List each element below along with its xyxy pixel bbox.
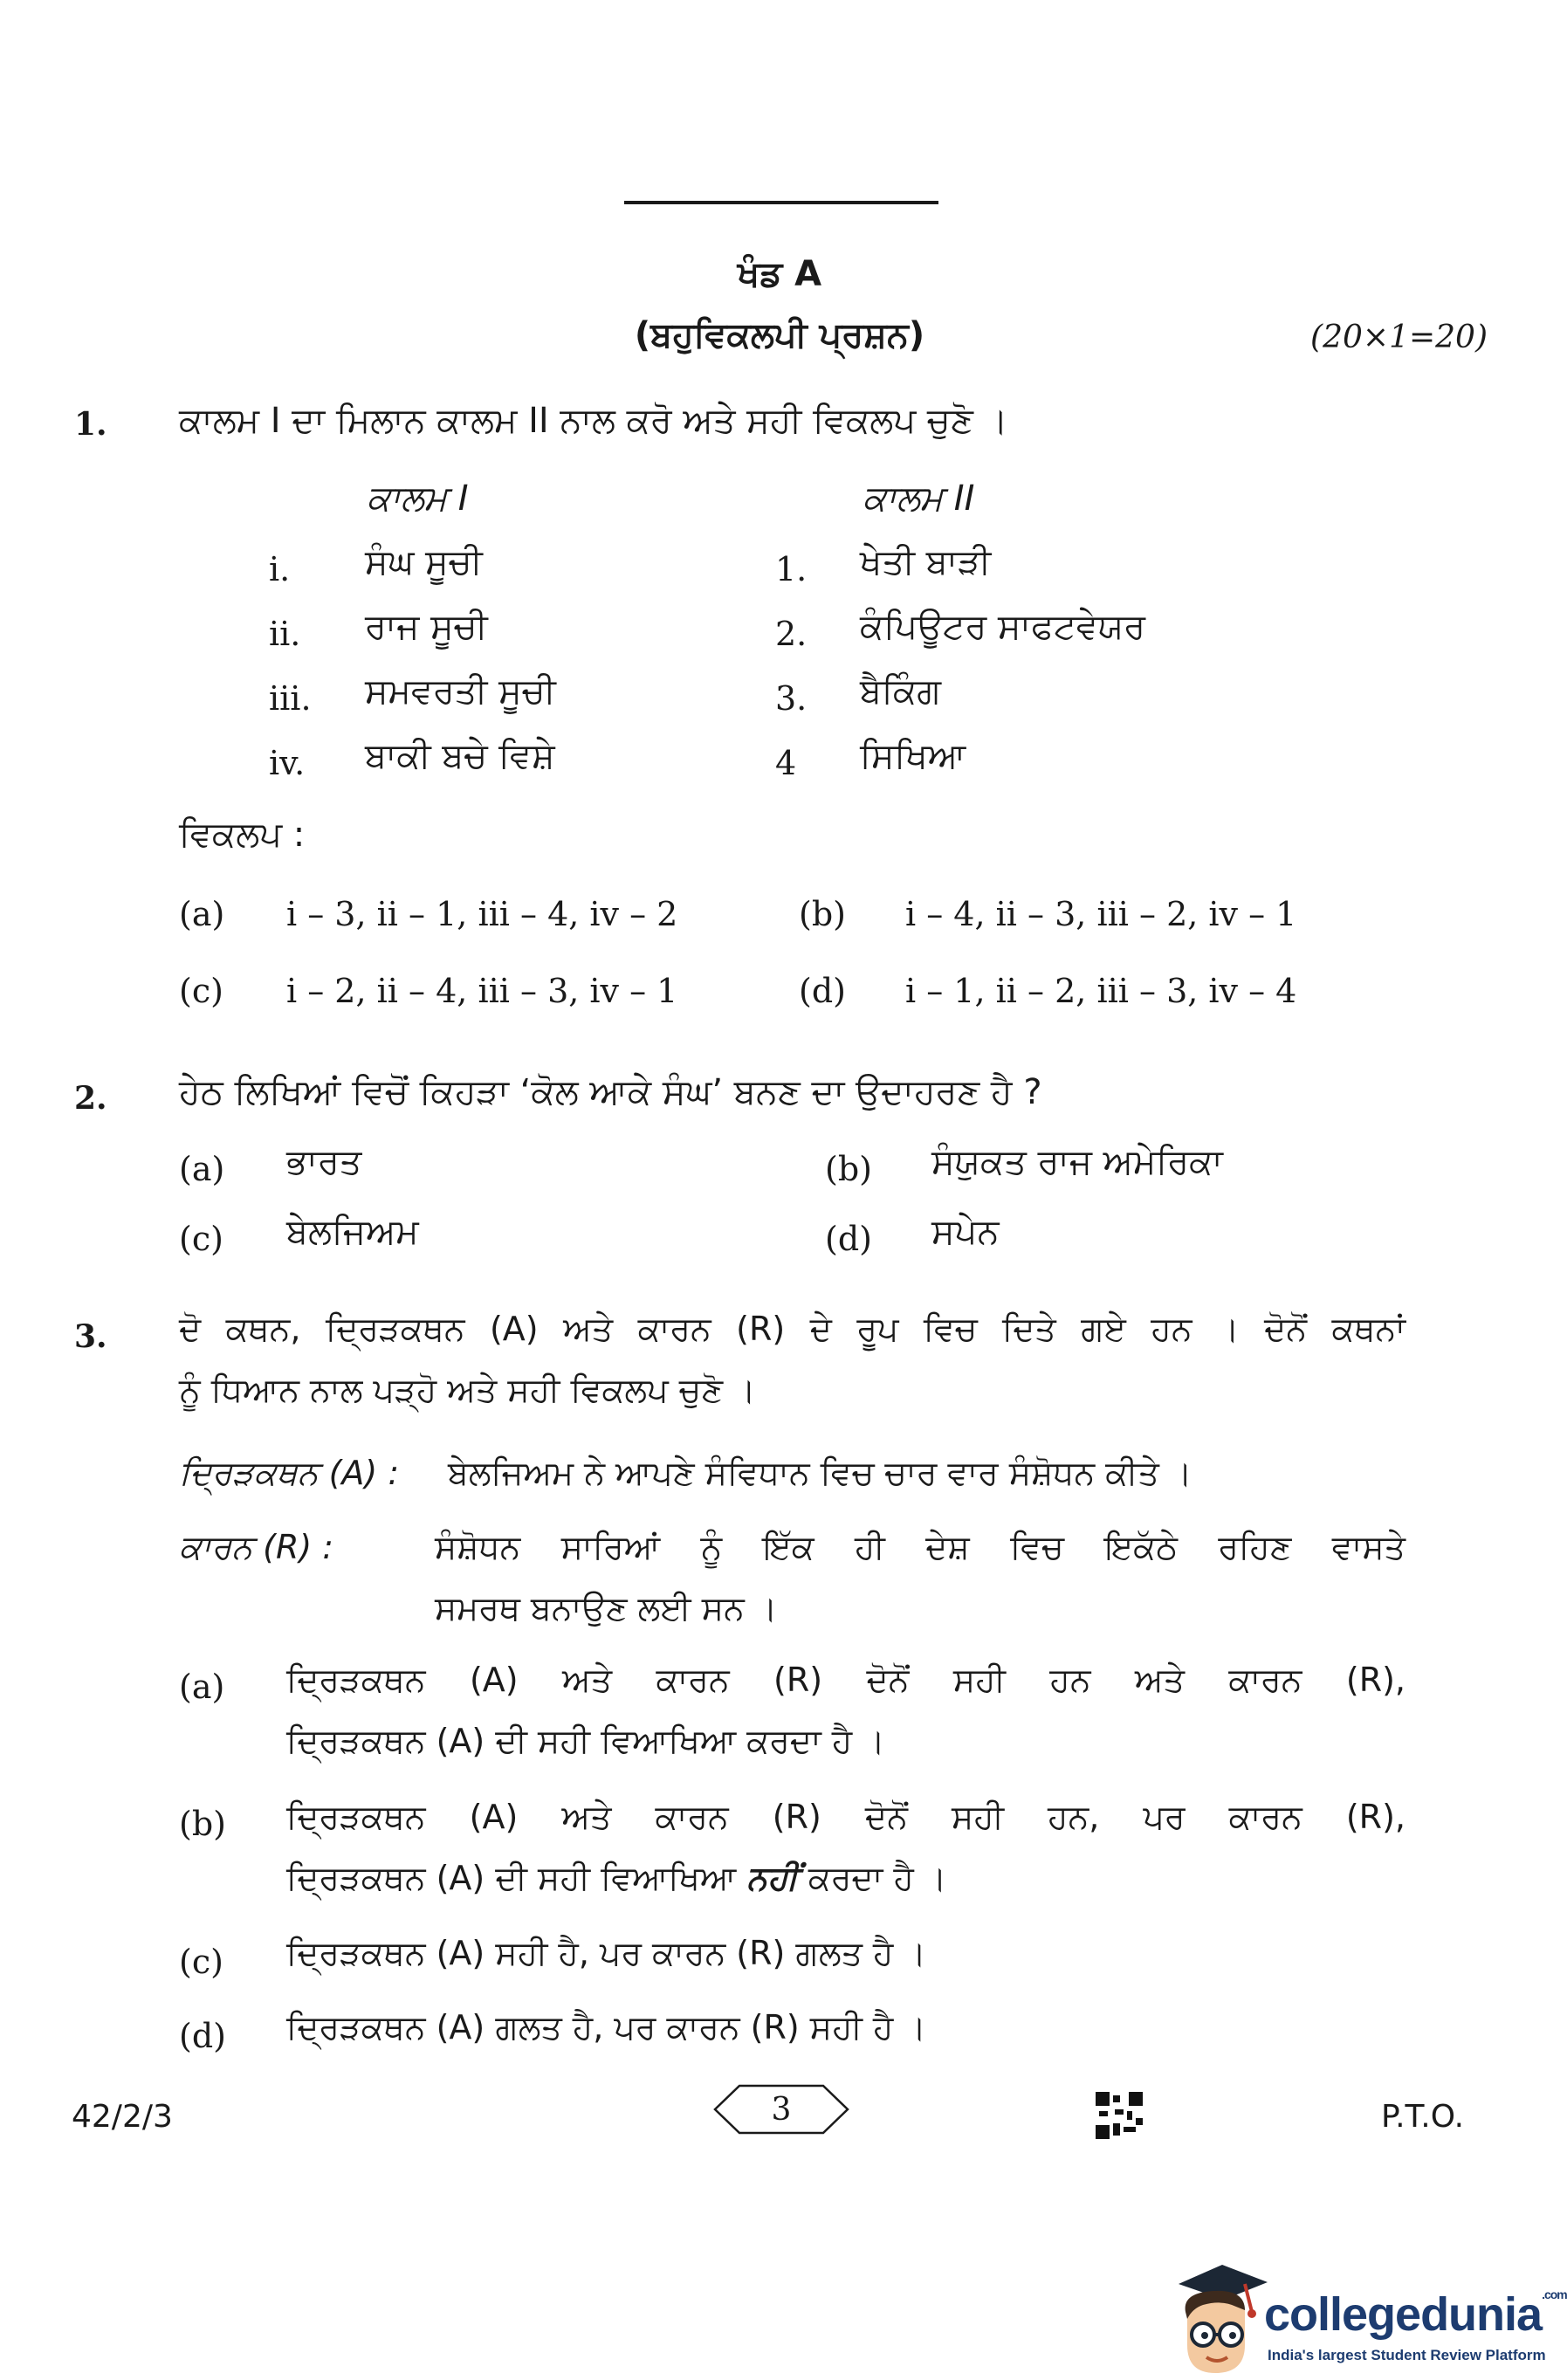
- q3-assertion-text: ਬੇਲਜਿਅਮ ਨੇ ਆਪਣੇ ਸੰਵਿਧਾਨ ਵਿਚ ਚਾਰ ਵਾਰ ਸੰਸ਼ੋਧਨ ਕੀਤੇ ।: [448, 1454, 1192, 1492]
- q3-option-b-line2-pre: ਦ੍ਰਿੜਕਥਨ (A) ਦੀ ਸਹੀ ਵਿਆਖਿਆ: [286, 1859, 737, 1897]
- q1-option-letter: (a): [179, 895, 225, 933]
- q3-option-letter-d: (d): [179, 2017, 226, 2055]
- q3-option-c: ਦ੍ਰਿੜਕਥਨ (A) ਸਹੀ ਹੈ, ਪਰ ਕਾਰਨ (R) ਗਲਤ ਹੈ ।: [286, 1934, 926, 1972]
- q1-option-text: i – 2, ii – 4, iii – 3, iv – 1: [286, 972, 678, 1010]
- q3-option-letter-a: (a): [179, 1668, 225, 1706]
- q3-intro-line2: ਨੂੰ ਧਿਆਨ ਨਾਲ ਪੜ੍ਹੋ ਅਤੇ ਸਹੀ ਵਿਕਲਪ ਚੁਣੋ ।: [179, 1371, 756, 1409]
- q1-option-letter: (b): [799, 895, 846, 933]
- section-title: ਖੰਡ A: [737, 254, 822, 294]
- q3-intro-line1: ਦੋ ਕਥਨ, ਦ੍ਰਿੜਕਥਨ (A) ਅਤੇ ਕਾਰਨ (R) ਦੇ ਰੂਪ ਵਿਚ ਦਿਤੇ ਗਏ ਹਨ । ਦੋਨੋਂ ਕਥਨਾਂ: [179, 1310, 1405, 1348]
- q1-option-letter: (d): [799, 972, 846, 1010]
- q1-col1-num: ii.: [269, 615, 301, 653]
- q1-col1-item: ਰਾਜ ਸੂਚੀ: [365, 607, 488, 647]
- section-subtitle: (ਬਹੁਵਿਕਲਪੀ ਪ੍ਰਸ਼ਨ): [634, 315, 925, 355]
- q1-col1-heading: ਕਾਲਮ I: [367, 478, 469, 519]
- q1-option-text: i – 3, ii – 1, iii – 4, iv – 2: [286, 895, 678, 933]
- q2-option-text: ਸਪੇਨ: [931, 1212, 1000, 1252]
- q1-col2-num: 3.: [775, 679, 808, 718]
- q1-col2-item: ਸਿਖਿਆ: [860, 736, 966, 776]
- q3-option-b-line2-post: ਕਰਦਾ ਹੈ ।: [808, 1859, 947, 1897]
- q1-col1-item: ਸੰਘ ਸੂਚੀ: [365, 542, 483, 582]
- q1-col2-num: 2.: [775, 615, 808, 653]
- q1-number: 1.: [74, 406, 107, 443]
- q3-option-letter-b: (b): [179, 1805, 226, 1843]
- watermark-brand: [1264, 2287, 1567, 2342]
- q3-option-b-emphasis: ਨਹੀਂ: [746, 1859, 798, 1897]
- q2-option-text: ਸੰਯੁਕਤ ਰਾਜ ਅਮੇਰਿਕਾ: [931, 1142, 1223, 1182]
- q2-option-letter: (d): [825, 1220, 872, 1258]
- q1-option-letter: (c): [179, 972, 223, 1010]
- q1-col1-num: iv.: [269, 744, 306, 782]
- q1-col1-num: i.: [269, 550, 291, 588]
- q2-text: ਹੇਠ ਲਿਖਿਆਂ ਵਿਚੋਂ ਕਿਹੜਾ ‘ਕੋਲ ਆਕੇ ਸੰਘ’ ਬਨਣ ਦਾ ਉਦਾਹਰਣ ਹੈ ?: [179, 1072, 1042, 1112]
- q1-col1-item: ਸਮਵਰਤੀ ਸੂਚੀ: [365, 671, 556, 712]
- q3-option-b-line2: [286, 1859, 947, 1899]
- q2-option-text: ਬੇਲਜਿਅਮ: [286, 1212, 419, 1252]
- q2-option-letter: (c): [179, 1220, 223, 1258]
- q2-option-text: ਭਾਰਤ: [286, 1142, 362, 1182]
- collegedunia-mascot-icon: [1161, 2258, 1275, 2380]
- q1-text: ਕਾਲਮ I ਦਾ ਮਿਲਾਨ ਕਾਲਮ II ਨਾਲ ਕਰੋ ਅਤੇ ਸਹੀ ਵਿਕਲਪ ਚੁਣੋ ।: [179, 401, 1008, 441]
- q2-number: 2.: [74, 1080, 107, 1117]
- q1-option-text: i – 1, ii – 2, iii – 3, iv – 4: [905, 972, 1297, 1010]
- q1-option-text: i – 4, ii – 3, iii – 2, iv – 1: [905, 895, 1297, 933]
- q3-option-a-line1: ਦ੍ਰਿੜਕਥਨ (A) ਅਤੇ ਕਾਰਨ (R) ਦੋਨੋਂ ਸਹੀ ਹਨ ਅਤੇ ਕਾਰਨ (R),: [286, 1661, 1405, 1699]
- q1-col2-heading: ਕਾਲਮ II: [863, 478, 975, 519]
- watermark-tagline: India's largest Student Review Platform: [1268, 2347, 1546, 2363]
- page-number: 3: [771, 2092, 792, 2128]
- q2-option-letter: (a): [179, 1150, 225, 1188]
- q2-option-letter: (b): [825, 1150, 872, 1188]
- q1-col2-item: ਖੇਤੀ ਬਾੜੀ: [860, 542, 992, 582]
- q3-option-a-line2: ਦ੍ਰਿੜਕਥਨ (A) ਦੀ ਸਹੀ ਵਿਆਖਿਆ ਕਰਦਾ ਹੈ ।: [286, 1722, 885, 1760]
- q3-reason-line2: ਸਮਰਥ ਬਨਾਉਣ ਲਈ ਸਨ ।: [435, 1589, 778, 1627]
- q1-col1-num: iii.: [269, 679, 312, 718]
- top-rule: [624, 201, 938, 204]
- qr-code-icon: [1096, 2092, 1143, 2139]
- pto-label: P.T.O.: [1381, 2099, 1465, 2135]
- q1-col1-item: ਬਾਕੀ ਬਚੇ ਵਿਸ਼ੇ: [365, 736, 555, 776]
- q1-col2-item: ਬੈਕਿੰਗ: [860, 671, 941, 712]
- q1-options-label: ਵਿਕਲਪ :: [179, 815, 306, 855]
- paper-code: 42/2/3: [72, 2099, 173, 2135]
- q3-option-letter-c: (c): [179, 1943, 223, 1981]
- q3-option-d: ਦ੍ਰਿੜਕਥਨ (A) ਗਲਤ ਹੈ, ਪਰ ਕਾਰਨ (R) ਸਹੀ ਹੈ ।: [286, 2008, 926, 2046]
- q3-option-b-line1: ਦ੍ਰਿੜਕਥਨ (A) ਅਤੇ ਕਾਰਨ (R) ਦੋਨੋਂ ਸਹੀ ਹਨ, ਪਰ ਕਾਰਨ (R),: [286, 1798, 1405, 1836]
- q3-reason-label: ਕਾਰਨ (R) :: [179, 1528, 334, 1566]
- watermark-brand-name: collegedunia: [1264, 2288, 1543, 2341]
- q3-reason-line1: ਸੰਸ਼ੋਧਨ ਸਾਰਿਆਂ ਨੂੰ ਇੱਕ ਹੀ ਦੇਸ਼ ਵਿਚ ਇਕੱਠੇ ਰਹਿਣ ਵਾਸਤੇ: [435, 1528, 1405, 1566]
- q1-col2-item: ਕੰਪਿਊਟਰ ਸਾਫਟਵੇਯਰ: [860, 607, 1146, 647]
- section-marks: (20×1=20): [1310, 320, 1488, 355]
- q3-number: 3.: [74, 1318, 107, 1355]
- q3-assertion-label: ਦ੍ਰਿੜਕਥਨ (A) :: [179, 1454, 400, 1492]
- q1-col2-num: 4: [775, 744, 797, 782]
- q1-col2-num: 1.: [775, 550, 808, 588]
- watermark-dotcom: .com: [1542, 2287, 1567, 2301]
